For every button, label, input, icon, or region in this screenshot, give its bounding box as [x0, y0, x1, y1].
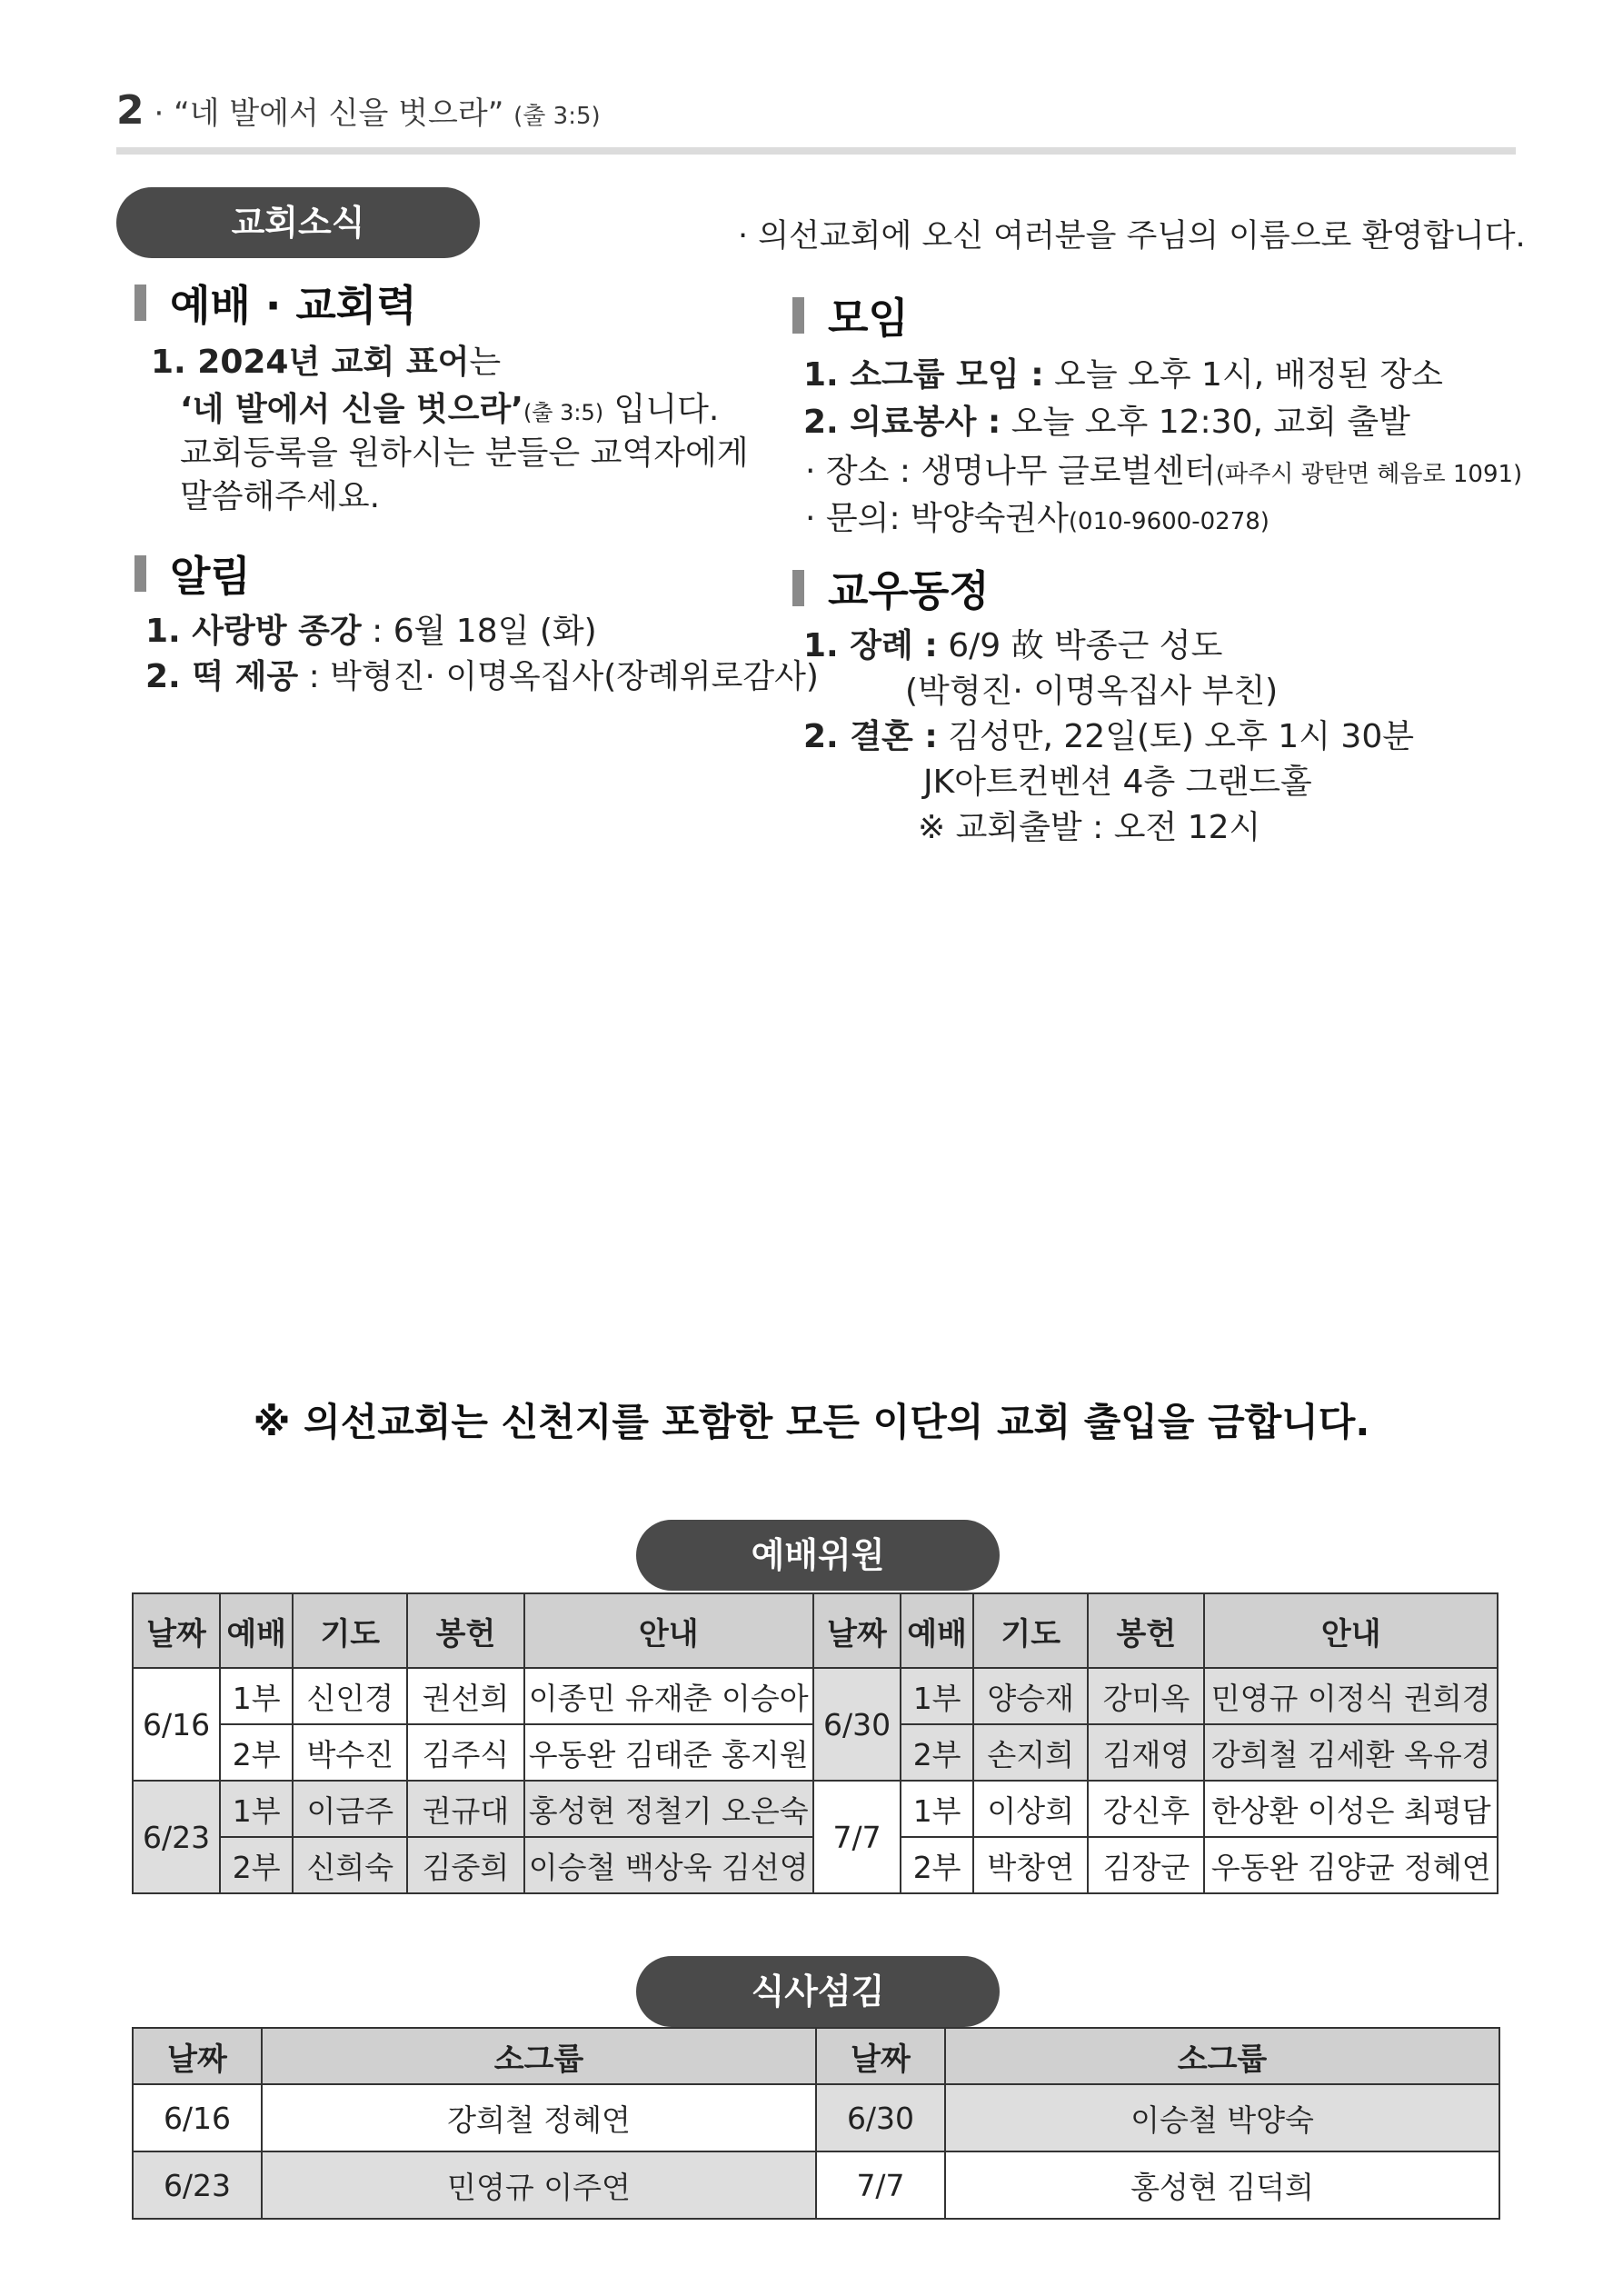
date-cell: 6/30 — [813, 1668, 901, 1781]
group-cell: 강희철 정혜연 — [262, 2084, 816, 2151]
header-date: 날짜 — [813, 1593, 901, 1668]
section-bar-icon — [792, 297, 804, 334]
member-line-5: ※ 교회출발 : 오전 12시 — [918, 809, 1261, 846]
meal-service-table — [132, 2027, 1500, 2220]
member-value: 김성만, 22일(토) 오후 1시 30분 — [937, 718, 1415, 755]
church-news-badge: 교회소식 — [116, 187, 480, 258]
service-cell: 2부 — [220, 1724, 293, 1781]
notice-value: : 박형진· 이명옥집사(장례위로감사) — [298, 658, 819, 695]
header-service: 예배 — [901, 1593, 973, 1668]
prayer-cell: 손지희 — [973, 1724, 1088, 1781]
service-cell: 1부 — [220, 1781, 293, 1837]
usher-cell: 우동완 김태준 홍지원 — [524, 1724, 813, 1781]
worship-line-4: 말씀해주세요. — [180, 478, 381, 515]
header-group: 소그룹 — [262, 2028, 816, 2084]
worship-committee-badge: 예배위원 — [636, 1520, 1000, 1591]
motto-reference: (출 3:5) — [523, 400, 604, 425]
motto-label: 2024년 교회 표어 — [197, 344, 470, 381]
date-cell: 6/30 — [816, 2084, 945, 2151]
worship-line-1 — [151, 336, 501, 383]
prayer-cell: 신희숙 — [293, 1837, 407, 1893]
worship-committee-table — [132, 1592, 1499, 1894]
header-prayer: 기도 — [293, 1593, 407, 1668]
group-cell: 이승철 박양숙 — [945, 2084, 1499, 2151]
section-notice-heading — [134, 544, 251, 604]
notice-value: : 6월 18일 (화) — [361, 613, 597, 650]
meeting-phone: (010-9600-0278) — [1068, 508, 1270, 535]
meeting-line-1 — [803, 349, 1443, 395]
page-header — [116, 87, 601, 134]
service-cell: 2부 — [220, 1837, 293, 1893]
notice-label: 2. 떡 제공 — [145, 658, 299, 695]
prayer-cell: 박창연 — [973, 1837, 1088, 1893]
motto-suffix: 는 — [469, 344, 502, 381]
meeting-label: 1. 소그룹 모임 : — [803, 356, 1044, 394]
meeting-place: · 장소 : 생명나무 글로벌센터 — [805, 453, 1216, 490]
header-usher: 안내 — [1204, 1593, 1498, 1668]
member-label: 1. 장례 : — [803, 627, 938, 664]
section-title: 교우동정 — [828, 566, 990, 615]
table-row — [133, 1781, 1498, 1837]
prayer-cell: 박수진 — [293, 1724, 407, 1781]
section-bar-icon — [792, 570, 804, 606]
date-cell: 6/23 — [133, 1781, 220, 1893]
motto-text: ‘네 발에서 신을 벗으라’ — [180, 391, 523, 428]
header-date: 날짜 — [133, 2028, 262, 2084]
header-group: 소그룹 — [945, 2028, 1499, 2084]
header-date: 날짜 — [816, 2028, 945, 2084]
member-label: 2. 결혼 : — [803, 718, 938, 755]
member-line-1 — [803, 620, 1222, 666]
section-title: 모임 — [828, 294, 909, 343]
prayer-cell: 이상희 — [973, 1781, 1088, 1837]
offering-cell: 김재영 — [1088, 1724, 1204, 1781]
header-reference: (출 3:5) — [513, 103, 601, 130]
table-header-row — [133, 1593, 1498, 1668]
member-line-4: JK아트컨벤션 4층 그랜드홀 — [923, 764, 1312, 801]
usher-cell: 한상환 이성은 최평담 — [1204, 1781, 1498, 1837]
notice-line-2 — [145, 651, 819, 697]
member-line-2: (박형진· 이명옥집사 부친) — [905, 673, 1279, 710]
usher-cell: 강희철 김세환 옥유경 — [1204, 1724, 1498, 1781]
list-number: 1. — [151, 344, 198, 381]
header-usher: 안내 — [524, 1593, 813, 1668]
meeting-value: 오늘 오후 1시, 배정된 장소 — [1043, 356, 1443, 394]
prayer-cell: 이금주 — [293, 1781, 407, 1837]
motto-end: 입니다. — [603, 391, 720, 428]
date-cell: 7/7 — [813, 1781, 901, 1893]
service-cell: 1부 — [901, 1781, 973, 1837]
service-cell: 2부 — [901, 1724, 973, 1781]
worship-line-3: 교회등록을 원하시는 분들은 교역자에게 — [180, 434, 749, 472]
header-title: “네 발에서 신을 벗으라” — [174, 95, 504, 132]
offering-cell: 김중희 — [407, 1837, 523, 1893]
section-title: 알림 — [170, 552, 251, 601]
notice-label: 1. 사랑방 종강 — [145, 613, 362, 650]
section-worship-heading — [134, 273, 417, 333]
offering-cell: 김주식 — [407, 1724, 523, 1781]
table-header-row — [133, 2028, 1499, 2084]
section-bar-icon — [134, 555, 146, 592]
meeting-label: 2. 의료봉사 : — [803, 404, 1001, 441]
meeting-address: (파주시 광탄면 혜음로 1091) — [1215, 461, 1523, 488]
meal-service-badge: 식사섬김 — [636, 1956, 1000, 2027]
table-row — [133, 2084, 1499, 2151]
group-cell: 민영규 이주연 — [262, 2151, 816, 2219]
heresy-notice: ※ 의선교회는 신천지를 포함한 모든 이단의 교회 출입을 금합니다. — [253, 1400, 1370, 1444]
header-service: 예배 — [220, 1593, 293, 1668]
page-number: 2 — [116, 87, 144, 134]
meeting-value: 오늘 오후 12:30, 교회 출발 — [1001, 404, 1410, 441]
header-date: 날짜 — [133, 1593, 220, 1668]
service-cell: 1부 — [220, 1668, 293, 1724]
offering-cell: 김장군 — [1088, 1837, 1204, 1893]
service-cell: 1부 — [901, 1668, 973, 1724]
worship-line-2 — [180, 384, 719, 430]
offering-cell: 강미옥 — [1088, 1668, 1204, 1724]
welcome-text: · 의선교회에 오신 여러분을 주님의 이름으로 환영합니다. — [738, 218, 1526, 255]
service-cell: 2부 — [901, 1837, 973, 1893]
group-cell: 홍성현 김덕희 — [945, 2151, 1499, 2219]
usher-cell: 우동완 김양균 정혜연 — [1204, 1837, 1498, 1893]
notice-line-1 — [145, 605, 597, 652]
offering-cell: 권선희 — [407, 1668, 523, 1724]
usher-cell: 이승철 백상욱 김선영 — [524, 1837, 813, 1893]
section-title: 예배 · 교회력 — [170, 281, 417, 330]
member-line-3 — [803, 711, 1414, 757]
meeting-line-2 — [803, 396, 1410, 443]
header-separator: · — [154, 95, 164, 132]
usher-cell: 민영규 이정식 권희경 — [1204, 1668, 1498, 1724]
section-meeting-heading — [792, 285, 909, 345]
header-offering: 봉헌 — [407, 1593, 523, 1668]
section-bar-icon — [134, 285, 146, 321]
section-member-heading — [792, 558, 990, 618]
member-value: 6/9 故 박종근 성도 — [937, 627, 1223, 664]
date-cell: 6/23 — [133, 2151, 262, 2219]
header-divider — [116, 147, 1516, 155]
date-cell: 6/16 — [133, 1668, 220, 1781]
meeting-line-3 — [805, 445, 1522, 492]
usher-cell: 이종민 유재춘 이승아 — [524, 1668, 813, 1724]
header-prayer: 기도 — [973, 1593, 1088, 1668]
header-offering: 봉헌 — [1088, 1593, 1204, 1668]
usher-cell: 홍성현 정철기 오은숙 — [524, 1781, 813, 1837]
meeting-line-4 — [805, 493, 1270, 539]
meeting-contact: · 문의: 박양숙권사 — [805, 500, 1069, 537]
offering-cell: 강신후 — [1088, 1781, 1204, 1837]
prayer-cell: 신인경 — [293, 1668, 407, 1724]
date-cell: 7/7 — [816, 2151, 945, 2219]
offering-cell: 권규대 — [407, 1781, 523, 1837]
prayer-cell: 양승재 — [973, 1668, 1088, 1724]
date-cell: 6/16 — [133, 2084, 262, 2151]
table-row — [133, 2151, 1499, 2219]
table-row — [133, 1668, 1498, 1724]
